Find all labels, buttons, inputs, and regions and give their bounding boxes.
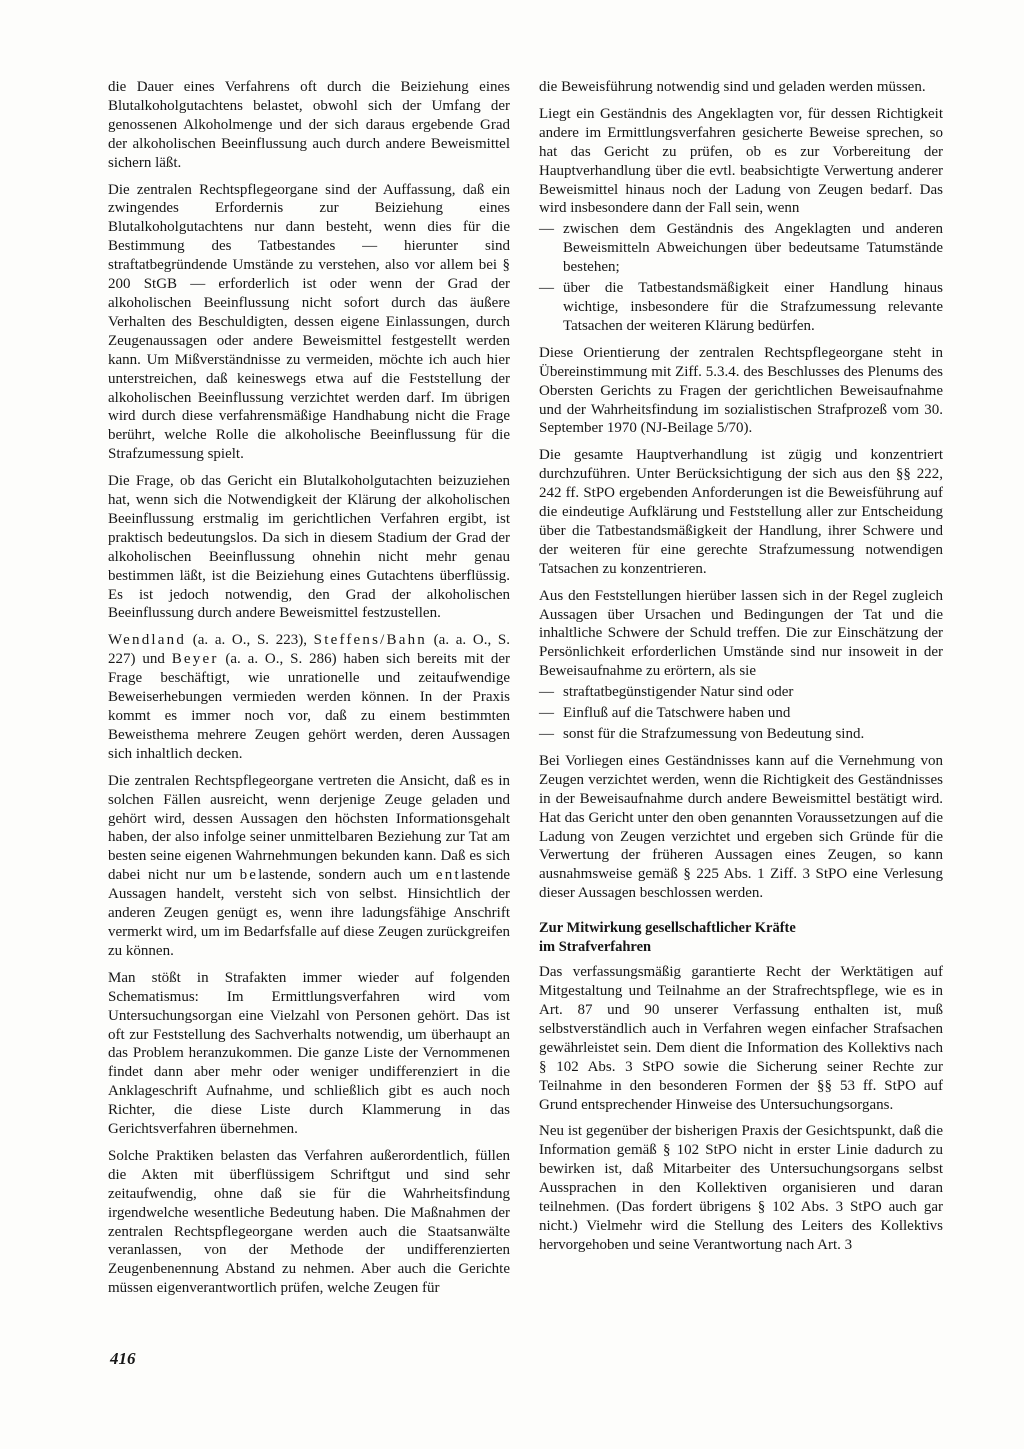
list-item-text: über die Tatbestandsmäßigkeit einer Handlung hinaus wichtige, insbesondere für die Strafzumessung relevante Tatsachen der weiteren Klärung bedürfen.	[563, 280, 943, 334]
paragraph: Neu ist gegenüber der bisherigen Praxis der Gesichtspunkt, daß die Information gemäß § 102 StPO nicht in erster Linie dadurch zu bewirken ist, daß Mitarbeiter des Untersuchungsorgans selbst Aussprachen in den Kollektiven organisieren und daran teilnehmen. (Das fordert übrigens § 102 Abs. 3 StPO auch gar nicht.) Vielmehr wird die Stellung des Leiters des Kollektivs hervorgehoben und seine Verantwortung nach Art. 3	[539, 1123, 943, 1253]
paragraph: Bei Vorliegen eines Geständnisses kann auf die Vernehmung von Zeugen verzichtet werden, wenn die Richtigkeit des Geständnisses in der Beweisaufnahme durch andere Beweismittel bestätigt wird. Hat das Gericht unter den oben genannten Voraussetzungen auf die Ladung von Zeugen verzichtet und ergeben sich Gründe für die Verwertung der früheren Aussagen eines Zeugen, so kann ausnahmsweise gemäß § 225 Abs. 1 Ziff. 3 StPO eine Verlesung dieser Aussagen beschlossen werden.	[539, 752, 943, 902]
author-name: Steffens/Bahn	[313, 632, 427, 649]
paragraph-text: Die zentralen Rechtspflegeorgane vertreten die Ansicht, daß es in solchen Fällen ausreicht, wenn derjenige Zeuge geladen und gehört wird, dessen Aussagen den höchsten Informationsgehalt haben, der also infolge seiner unmittelbaren Beziehung zur Tat am besten seine eigenen Wahrnehmungen bekunden kann. Daß es sich dabei nicht nur um	[108, 772, 510, 884]
list-item	[539, 725, 943, 744]
paragraph: Die zentralen Rechtspflegeorgane sind der Auffassung, daß ein zwingendes Erfordernis zur Beiziehung eines Blutalkoholgutachtens nur dann besteht, wenn dies für die Bestimmung des Tatbestandes — hierunter sind straftatbegründende Umstände zu verstehen, also vor allem bei § 200 StGB — erforderlich ist oder wenn der Grad der alkoholischen Beeinflussung nicht sofort durch das äußere Verhalten des Beschuldigten, dessen eigene Einlassungen, durch Zeugenaussagen oder andere Beweismittel festgestellt werden kann. Um Mißverständnisse zu vermeiden, möchte ich auch hier unterstreichen, daß keineswegs etwa auf die Feststellung der alkoholischen Beeinflussung verzichtet werden darf. Im übrigen wird durch diese verfahrensmäßige Handhabung nicht die Frage berührt, welche Rolle die alkoholische Beeinflussung für die Strafzumessung spielt.	[108, 181, 510, 463]
paragraph: Solche Praktiken belasten das Verfahren außerordentlich, füllen die Akten mit überflüssigem Schriftgut und sind sehr zeitaufwendig, ohne daß sie für die Wahrheitsfindung irgendwelche wesentliche Bedeutung haben. Die Maßnahmen der zentralen Rechtspflegeorgane werden auch die Staatsanwälte veranlassen, von der Methode der undifferenzierten Zeugenbenennung Abstand zu nehmen. Aber auch die Gerichte müssen eigenverantwortlich prüfen, welche Zeugen für	[108, 1147, 510, 1297]
paragraph: die Dauer eines Verfahrens oft durch die Beiziehung eines Blutalkoholgutachtens belastet, obwohl sich der Umfang der genossenen Alkoholmenge und der sich daraus ergebende Grad der alkoholischen Beeinflussung auch durch andere Beweismittel sichern läßt.	[108, 79, 510, 171]
list-item-text: straftatbegünstigender Natur sind oder	[563, 684, 794, 701]
dash-bullet: —	[539, 280, 554, 297]
dash-bullet: —	[539, 221, 554, 238]
dash-bullet: —	[539, 684, 554, 701]
section-heading-line: im Strafverfahren	[539, 939, 652, 956]
paragraph: Die gesamte Hauptverhandlung ist zügig und konzentriert durchzuführen. Unter Berücksichtigung der sich aus den §§ 222, 242 ff. StPO ergebenden Anforderungen ist die Beweisführung auf die eindeutige Aufklärung und Feststellung aller zur Entscheidung über die Tatbestandsmäßigkeit der Handlung, ihrer Schwere und der weiteren für eine gerechte Strafzumessung notwendigen Tatsachen zu konzentrieren.	[539, 447, 943, 577]
citation-text: (a. a. O., S. 223),	[186, 632, 314, 649]
right-column	[539, 78, 943, 1263]
author-name: Beyer	[171, 651, 219, 668]
paragraph-text: lastende, sondern auch um	[258, 867, 436, 884]
list-item	[539, 683, 943, 702]
paragraph-text: (a. a. O., S. 286) haben sich bereits mit der Frage beschäftigt, wie unrationelle und zeitaufwendige Beweiserhebungen vermieden werden können. In der Praxis kommt es immer noch vor, daß zu einem bestimmten Beweisthema mehrere Zeugen gehört werden, deren Aussagen sich inhaltlich decken.	[108, 651, 510, 762]
paragraph-citations	[108, 631, 510, 763]
dash-bullet: —	[539, 705, 554, 722]
section-heading	[539, 919, 943, 957]
list-item-text: zwischen dem Geständnis des Angeklagten und anderen Beweismitteln Abweichungen über bedeutsame Tatumstände bestehen;	[563, 221, 943, 276]
paragraph	[108, 772, 510, 961]
citation-text: (a. a. O., S. 227) und	[108, 632, 510, 668]
paragraph: Die Frage, ob das Gericht ein Blutalkoholgutachten beizuziehen hat, wenn sich die Notwendigkeit der Klärung der alkoholischen Beeinflussung erstmalig im gerichtlichen Verfahren ergibt, ist praktisch bedeutungslos. Da sich in diesem Stadium der Grad der alkoholischen Beeinflussung ohnehin nicht mehr genau bestimmen läßt, ist die Beiziehung eines Gutachtens überflüssig. Es ist jedoch notwendig, den Grad der alkoholischen Beeinflussung durch andere Beweismittel festzustellen.	[108, 473, 510, 622]
page-number: 416	[110, 1349, 136, 1368]
section-heading-line: Zur Mitwirkung gesellschaftlicher Kräfte	[539, 920, 796, 937]
list-item	[539, 704, 943, 723]
list-item-text: sonst für die Strafzumessung von Bedeutung sind.	[563, 726, 865, 742]
list-item-text: Einfluß auf die Tatschwere haben und	[563, 705, 791, 722]
emphasis-text: ent	[435, 867, 461, 884]
dash-bullet: —	[539, 726, 554, 742]
author-name: Wendland	[108, 632, 187, 649]
paragraph: die Beweisführung notwendig sind und geladen werden müssen.	[539, 79, 926, 95]
paragraph: Diese Orientierung der zentralen Rechtspflegeorgane steht in Übereinstimmung mit Ziff. 5.3.4. des Beschlusses des Plenums des Obersten Gerichts zu Fragen der gerichtlichen Beweisaufnahme und der Wahrheitsfindung im sozialistischen Strafprozeß vom 30. September 1970 (NJ-Beilage 5/70).	[539, 344, 943, 437]
paragraph: Man stößt in Strafakten immer wieder auf folgenden Schematismus: Im Ermittlungsverfahren wird vom Untersuchungsorgan eine Vielzahl von Personen gehört. Das ist oft zur Feststellung des Sachverhalts notwendig, um überhaupt an das Problem heranzukommen. Die ganze Liste der Vernommenen findet dann aber mehr oder weniger undifferenziert in die Anklageschrift Aufnahme, und schließlich gibt es auch noch Richter, die diese Liste durch Klammerung in das Gerichtsverfahren übernehmen.	[108, 969, 510, 1138]
left-column	[108, 78, 510, 1306]
list-item	[539, 279, 943, 336]
emphasis-text: be	[239, 867, 259, 884]
paragraph: Aus den Feststellungen hierüber lassen sich in der Regel zugleich Aussagen über Ursachen und Bedingungen der Tat und die inhaltliche Schwere der Schuld treffen. Die zur Einschätzung der Persönlichkeit erforderlichen Umstände sind nur insoweit in der Beweisaufnahme zu erörtern, als sie	[539, 587, 943, 680]
paragraph: Das verfassungsmäßig garantierte Recht der Werktätigen auf Mitgestaltung und Teilnahme an der Strafrechtspflege, wie es in Art. 87 und 90 unserer Verfassung enthalten ist, muß selbstverständlich auch in Verfahren wegen einfacher Strafsachen gewährleistet sein. Dem dient die Information des Kollektivs nach § 102 Abs. 3 StPO sowie die Sicherung seiner Rechte zur Teilnahme in den besonderen Formen der §§ 53 ff. StPO auf Grund entsprechender Hinweise des Untersuchungsorgans.	[539, 964, 943, 1113]
list-item	[539, 220, 943, 277]
paragraph-text: lastende Aussagen handelt, versteht sich von selbst. Hinsichtlich der anderen Zeugen genügt es, wenn ihre ladungsfähige Anschrift vermerkt wird, um im Bedarfsfalle auf diese Zeugen zurückgreifen zu können.	[108, 867, 511, 959]
paragraph: Liegt ein Geständnis des Angeklagten vor, für dessen Richtigkeit andere im Ermittlungsverfahren gesicherte Beweise sprechen, so hat das Gericht zu prüfen, ob es zur Vorbereitung der Hauptverhandlung über die evtl. beabsichtigte Verwertung anderer Beweismittel hinaus noch der Ladung von Zeugen bedarf. Das wird insbesondere dann der Fall sein, wenn	[539, 105, 943, 217]
